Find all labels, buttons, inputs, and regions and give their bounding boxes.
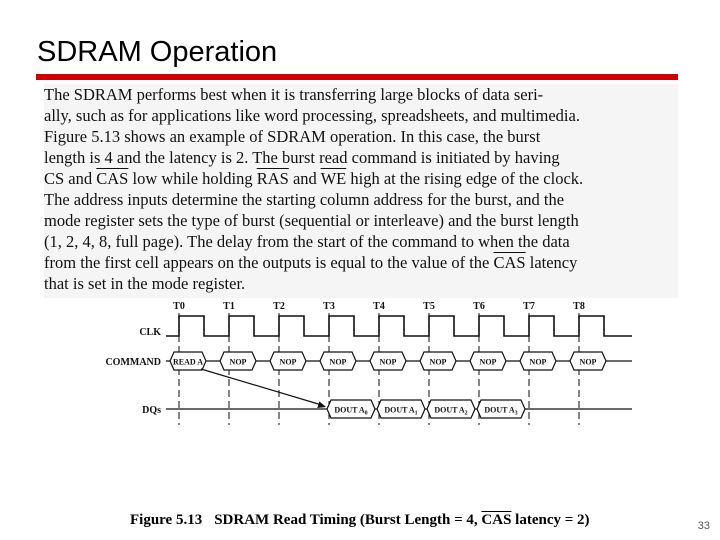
data-output-label: DOUT $A_3$ — [484, 405, 518, 417]
clock-label: T2 — [273, 301, 285, 312]
overlined-signal: $\overline{CAS}$ — [493, 253, 526, 272]
command-label: NOP — [329, 357, 347, 367]
text-run: from the first cell appears on the outputs is equal to the value of the — [44, 253, 494, 272]
dqs-label: DQs — [142, 405, 161, 416]
latency-arrowhead — [317, 401, 326, 408]
clock-label: T4 — [373, 301, 385, 312]
page-number: 33 — [697, 520, 710, 532]
text-run: high at the rising edge of the clock. — [346, 169, 584, 188]
clock-label: T8 — [573, 301, 585, 312]
overlined-signal: $\overline{WE}$ — [320, 169, 347, 188]
command-label: READ A — [172, 357, 204, 367]
overlined-signal: $\overline{RAS}$ — [256, 169, 289, 188]
command-label: NOP — [529, 357, 547, 367]
text-run: mode register sets the type of burst (sequential or interleave) and the burst length — [44, 211, 579, 230]
clock-label: T7 — [523, 301, 535, 312]
caption-text-after: latency = 2) — [511, 512, 590, 528]
clock-waveform — [166, 316, 632, 336]
text-run: length is 4 and the latency is 2. The burst read command is initiated by having — [44, 148, 560, 167]
data-output-subscript: 2 — [464, 410, 468, 417]
command-label: NOP — [579, 357, 597, 367]
caption-cas-overlined: $\overline{CAS}$ — [481, 512, 512, 528]
text-run: latency — [525, 253, 578, 272]
clock-label: T6 — [473, 301, 485, 312]
text-run: (1, 2, 4, 8, full page). The delay from the start of the command to when the data — [44, 232, 570, 251]
text-run: The SDRAM performs best when it is transferring large blocks of data seri- — [44, 85, 544, 104]
overlined-signal: $\overline{CAS}$ — [96, 169, 129, 188]
data-output-label: DOUT $A_2$ — [434, 405, 468, 417]
clk-label: CLK — [139, 327, 161, 338]
command-label: NOP — [429, 357, 447, 367]
text-run: ally, such as for applications like word processing, spreadsheets, and multimedia. — [44, 106, 580, 125]
command-label: NOP — [229, 357, 247, 367]
slide-title: SDRAM Operation — [37, 36, 278, 68]
text-run: low while holding — [128, 169, 257, 188]
data-output-subscript: 3 — [514, 410, 518, 417]
text-run: and — [288, 169, 321, 188]
data-output-label: DOUT $A_1$ — [384, 405, 418, 417]
command-label: NOP — [379, 357, 397, 367]
data-output-subscript: 1 — [414, 410, 418, 417]
clock-label: T0 — [173, 301, 185, 312]
text-run: Figure 5.13 shows an example of SDRAM operation. In this case, the burst — [44, 127, 541, 146]
command-label: NOP — [479, 357, 497, 367]
caption-text-before: SDRAM Read Timing (Burst Length = 4, — [214, 512, 482, 528]
text-run: CS and — [44, 169, 97, 188]
figure-caption — [130, 512, 590, 529]
clock-label: T5 — [423, 301, 435, 312]
data-output-label: DOUT $A_0$ — [334, 405, 368, 417]
text-run: The address inputs determine the starting column address for the burst, and the — [44, 190, 565, 209]
figure-label: Figure 5.13 — [130, 512, 203, 528]
data-output-subscript: 0 — [364, 410, 368, 417]
clock-label: T3 — [323, 301, 335, 312]
command-label: COMMAND — [105, 357, 161, 368]
text-run: that is set in the mode register. — [44, 274, 246, 293]
command-label: NOP — [279, 357, 297, 367]
latency-arrow — [201, 369, 320, 405]
clock-label: T1 — [223, 301, 235, 312]
